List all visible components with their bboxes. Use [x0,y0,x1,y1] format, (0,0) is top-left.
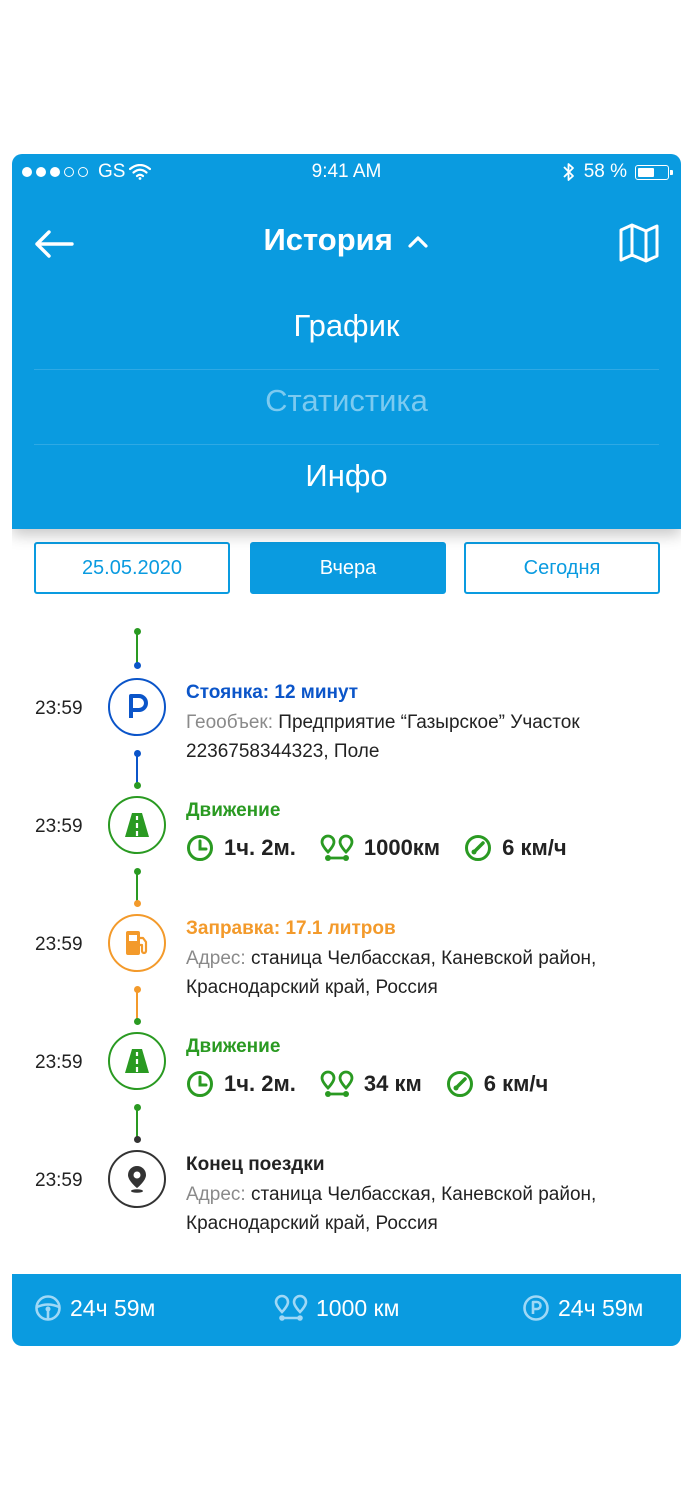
distance-total-value: 1000 км [316,1294,400,1321]
menu-item-chart[interactable]: График [293,308,400,343]
duration-stat [186,834,296,862]
clock-icon [186,1070,214,1098]
event-description [186,944,666,1002]
timeline-dot [134,750,141,757]
steering-wheel-icon [34,1294,62,1322]
timeline-dot [134,662,141,669]
parking-event-icon [108,678,166,736]
route-icon [320,834,354,862]
event-time: 23:59 [35,1052,83,1073]
menu-divider [34,369,659,370]
event-time: 23:59 [35,698,83,719]
event-description-text: станица Челбасская, Каневской район, Краснодарский край, Россия [186,1184,597,1234]
event-time: 23:59 [35,1170,83,1191]
timeline-dot [134,986,141,993]
event-description-label: Адрес: [186,948,246,969]
refuel-event-icon [108,914,166,972]
timeline-dot [134,1104,141,1111]
yesterday-button[interactable]: Вчера [250,542,446,594]
phone-screen [12,154,681,1346]
summary-driving-time [34,1294,155,1322]
page-title-toggle[interactable] [12,222,681,258]
menu-item-statistics[interactable]: Статистика [265,383,428,418]
route-icon [274,1294,308,1322]
timeline-connector [136,632,138,666]
event-description [186,1180,666,1238]
duration-stat [186,1070,296,1098]
today-button[interactable]: Сегодня [464,542,660,594]
speed-stat [464,834,567,862]
trip-end-event-icon [108,1150,166,1208]
movement-stats [186,1070,572,1098]
road-icon [122,1046,152,1076]
event-title: Стоянка: 12 минут [186,682,359,703]
speed-value: 6 км/ч [502,835,567,860]
timeline-dot [134,1136,141,1143]
parking-time-value: 24ч 59м [558,1294,644,1321]
event-title: Конец поездки [186,1154,325,1175]
speed-stat [446,1070,549,1098]
speedometer-icon [446,1070,474,1098]
speedometer-icon [464,834,492,862]
event-description-text: Предприятие “Газырское” Участок 2236758344323, Поле [186,712,580,762]
timeline-connector [136,872,138,902]
event-description [186,708,666,766]
event-description-text: станица Челбасская, Каневской район, Краснодарский край, Россия [186,948,597,998]
timeline-connector [136,754,138,784]
bluetooth-icon [562,162,576,182]
summary-parking-time [522,1294,643,1322]
chevron-up-icon [407,235,429,249]
parking-icon [522,1294,550,1322]
event-description-label: Геообъек: [186,712,274,733]
status-time: 9:41 AM [311,161,382,182]
timeline-dot [134,1018,141,1025]
menu-item-info[interactable]: Инфо [305,458,388,493]
status-bar [12,154,681,190]
speed-value: 6 км/ч [483,1071,549,1096]
battery-tip [670,170,673,175]
distance-stat [320,834,440,862]
timeline-dot [134,900,141,907]
top-bar [12,154,681,529]
road-icon [122,810,152,840]
parking-icon [122,692,152,722]
driving-time-value: 24ч 59м [70,1294,156,1321]
location-pin-icon [122,1164,152,1194]
nav-row [12,214,681,274]
summary-distance [274,1294,399,1322]
battery-level [638,168,654,177]
event-title: Движение [186,1036,281,1057]
map-button[interactable] [617,222,661,264]
page-title: История [263,222,393,257]
distance-value: 1000км [363,835,441,860]
date-picker-button[interactable]: 25.05.2020 [34,542,230,594]
timeline-dot [134,628,141,635]
event-title: Движение [186,800,281,821]
movement-event-icon [108,796,166,854]
event-time: 23:59 [35,816,83,837]
history-timeline [12,624,681,1264]
clock-icon [186,834,214,862]
distance-stat [320,1070,422,1098]
movement-event-icon [108,1032,166,1090]
timeline-connector [136,1108,138,1138]
duration-value: 1ч. 2м. [224,835,296,860]
movement-stats [186,834,591,862]
timeline-connector [136,990,138,1020]
duration-value: 1ч. 2м. [224,1071,296,1096]
map-icon [617,222,661,264]
event-title: Заправка: 17.1 литров [186,918,396,939]
summary-bar [12,1274,681,1346]
timeline-dot [134,782,141,789]
timeline-dot [134,868,141,875]
event-time: 23:59 [35,934,83,955]
battery-percent: 58 % [583,161,627,182]
status-right [562,161,669,183]
fuel-icon [122,928,152,958]
battery-icon [635,165,669,180]
route-icon [320,1070,354,1098]
event-description-label: Адрес: [186,1184,246,1205]
menu-divider [34,444,659,445]
carrier-name: GS [98,161,126,182]
distance-value: 34 км [363,1071,422,1096]
